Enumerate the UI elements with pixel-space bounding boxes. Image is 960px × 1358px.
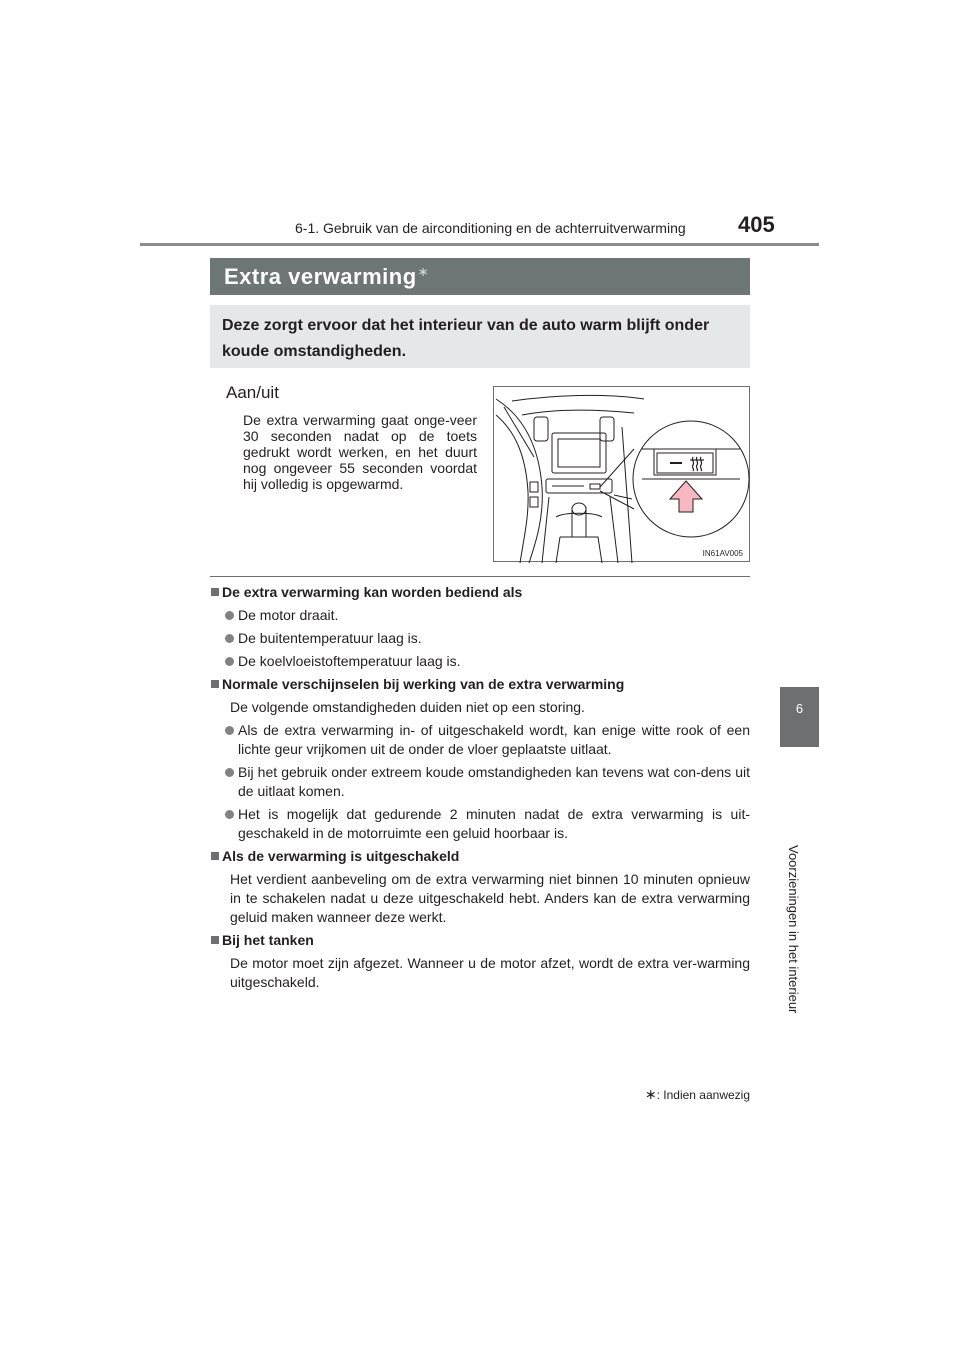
page-number: 405 <box>738 212 775 237</box>
footnote <box>645 1086 750 1103</box>
footnote-marker: ∗ <box>644 1086 657 1102</box>
intro-text: Deze zorgt ervoor dat het interieur van de auto warm blijft onder koude omstandigheden. <box>222 317 710 360</box>
footnote-text: : Indien aanwezig <box>656 1088 750 1102</box>
note-heading: Bij het tanken <box>210 931 750 950</box>
note-heading: Als de verwarming is uitgeschakeld <box>210 847 750 866</box>
note-text: De volgende omstandigheden duiden niet op een storing. <box>230 699 585 715</box>
note-bullet: De koelvloeistoftemperatuur laag is. <box>210 652 750 671</box>
note-text: Het verdient aanbeveling om de extra verwarming niet binnen 10 minuten opnieuw in te schakelen nadat u deze uitgeschakeld hebt. Anders kan de extra verwarming geluid maken wanneer deze werkt. <box>230 871 750 925</box>
section-title <box>224 264 429 290</box>
intro-box <box>210 305 750 368</box>
optional-marker: ∗ <box>417 264 430 279</box>
note-bullet: Bij het gebruik onder extreem koude omstandigheden kan tevens wat con-dens uit de uitlaat komen. <box>210 763 750 801</box>
chapter-title-text: Voorzieningen in het interieur <box>786 845 801 1014</box>
note-bullet: Als de extra verwarming in- of uitgeschakeld wordt, kan enige witte rook of een lichte geur vrijkomen uit de onder de vloer geplaatste uitlaat. <box>210 721 750 759</box>
note-text: De motor moet zijn afgezet. Wanneer u de motor afzet, wordt de extra ver-warming uitgeschakeld. <box>230 955 750 990</box>
header-divider <box>140 243 819 246</box>
note-heading: Normale verschijnselen bij werking van de extra verwarming <box>210 675 750 694</box>
note-bullet: De motor draait. <box>210 606 750 625</box>
notes-divider <box>210 576 750 577</box>
dashboard-illustration <box>493 386 750 562</box>
note-bullet: De buitentemperatuur laag is. <box>210 629 750 648</box>
chapter-tab: 6 <box>780 687 819 747</box>
dashboard-drawing <box>494 387 751 563</box>
feature-description: De extra verwarming gaat onge-veer 30 seconden nadat op de toets gedrukt wordt werken, en het duurt nog ongeveer 55 seconden voordat hij volledig is opgewarmd. <box>243 412 477 492</box>
image-code: IN61AV005 <box>702 549 743 558</box>
notes-section <box>210 583 750 996</box>
chapter-title-vertical <box>785 845 807 1014</box>
section-title-bar <box>210 258 750 295</box>
section-title-text: Extra verwarming <box>224 264 417 289</box>
feature-title: Aan/uit <box>226 383 279 402</box>
note-bullet: Het is mogelijk dat gedurende 2 minuten nadat de extra verwarming is uit-geschakeld in de motorruimte een geluid hoorbaar is. <box>210 805 750 843</box>
note-heading: De extra verwarming kan worden bediend als <box>210 583 750 602</box>
header-section-title: 6-1. Gebruik van de airconditioning en de achterruitverwarming <box>295 220 686 236</box>
